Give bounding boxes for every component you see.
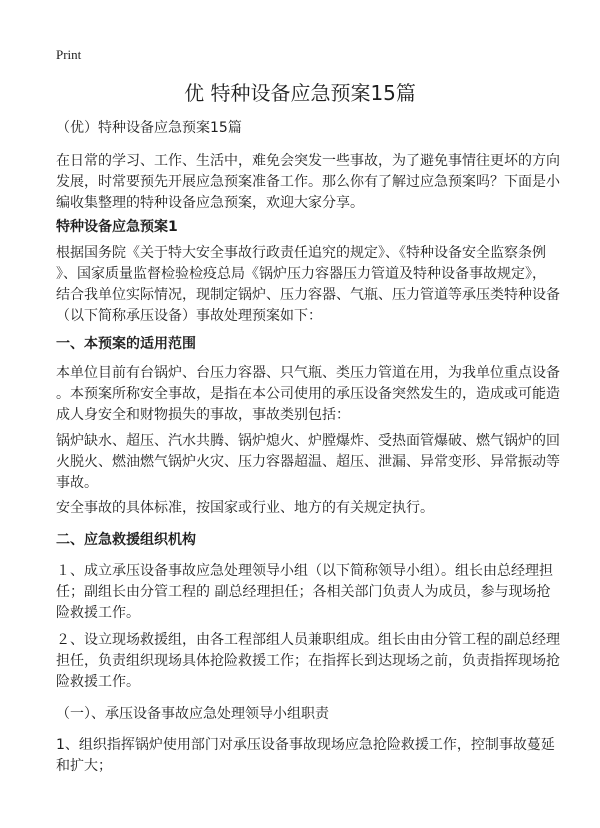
text-line: 和扩大；	[56, 758, 112, 774]
page-title: 优 特种设备应急预案15篇	[184, 81, 416, 105]
text-line: （以下简称承压设备）事故处理预案如下：	[56, 308, 322, 324]
subheading-duties: （一）、承压设备事故应急处理领导小组职责	[56, 706, 329, 722]
scope-paragraph	[56, 363, 560, 426]
text-line: 任；副组长由分管工程的 副总经理担任；各相关部门负责人为成员，参与现场抢	[56, 584, 551, 600]
text-line: ２、设立现场救援组，由各工程部组人员兼职组成。组长由由分管工程的副总经理	[56, 632, 560, 648]
text-line: 险救援工作。	[56, 674, 140, 690]
text-line: 编收集整理的特种设备应急预案，欢迎大家分享。	[56, 195, 364, 211]
text-line: 根据国务院《关于特大安全事故行政责任追究的规定》、《特种设备安全监察条例	[56, 245, 546, 261]
text-line: 》、国家质量监督检验检疫总局《锅炉压力容器压力管道及特种设备事故规定》，	[56, 266, 546, 282]
text-line: 。本预案所称安全事故，是指在本公司使用的承压设备突然发生的，造成或可能造	[56, 386, 560, 402]
standard-paragraph: 安全事故的具体标准，按国家或行业、地方的有关规定执行。	[56, 500, 434, 516]
text-line: 发展，时常要预先开展应急预案准备工作。那么你有了解过应急预案吗？下面是小	[56, 174, 560, 190]
basis-paragraph	[56, 243, 560, 327]
print-link[interactable]: Print	[56, 47, 82, 62]
text-line: 事故。	[56, 475, 98, 491]
intro-paragraph	[56, 151, 560, 214]
text-line: 结合我单位实际情况，现制定锅炉、压力容器、气瓶、压力管道等承压类特种设备	[56, 287, 560, 303]
text-line: 火脱火、燃油燃气锅炉火灾、压力容器超温、超压、泄漏、异常变形、异常振动等	[56, 454, 560, 470]
document-subtitle: （优）特种设备应急预案15篇	[56, 120, 242, 136]
text-line: 险救援工作。	[56, 605, 140, 621]
heading-scope: 一、本预案的适用范围	[56, 336, 196, 352]
duty1-paragraph	[56, 735, 555, 777]
heading-organization: 二、应急救援组织机构	[56, 532, 196, 548]
text-line: 锅炉缺水、超压、汽水共腾、锅炉熄火、炉膛爆炸、受热面管爆破、燃气锅炉的回	[56, 433, 560, 449]
types-paragraph	[56, 431, 560, 494]
section-heading: 特种设备应急预案1	[56, 219, 178, 235]
text-line: 在日常的学习、工作、生活中，难免会突发一些事故，为了避免事情往更坏的方向	[56, 153, 560, 169]
text-line: 担任，负责组织现场具体抢险救援工作；在指挥长到达现场之前，负责指挥现场抢	[56, 653, 560, 669]
item2-paragraph	[56, 630, 560, 693]
item1-paragraph	[56, 561, 553, 624]
text-line: 1、组织指挥锅炉使用部门对承压设备事故现场应急抢险救援工作，控制事故蔓延	[56, 737, 555, 753]
text-line: 本单位目前有台锅炉、台压力容器、只气瓶、类压力管道在用，为我单位重点设备	[56, 365, 560, 381]
text-line: 成人身安全和财物损失的事故，事故类别包括：	[56, 407, 350, 423]
text-line: １、成立承压设备事故应急处理领导小组（以下简称领导小组）。组长由总经理担	[56, 563, 553, 579]
